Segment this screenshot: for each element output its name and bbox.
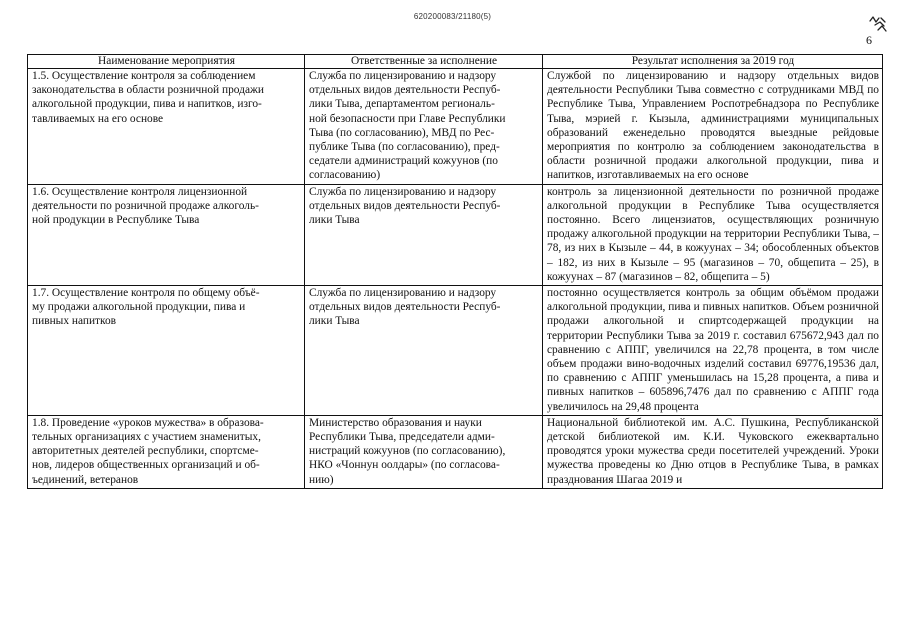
activity-text: 1.5. Осуществление контроля за соблюдением законодательства в области розничной продажи алкогольной продукции, пива и напитков, изго- тавливаемых на его основе (32, 70, 264, 125)
result-cell (543, 69, 883, 185)
responsible-cell (305, 286, 543, 416)
result-cell (543, 415, 883, 488)
result-text: постоянно осуществляется контроль за общим объёмом продажи алкогольной продукции, пива и пивных напитков. Объем розничной продажи алкогольной и спиртсодержащей продукции на территории Республики Тыва за 2019 г. составил 675672,943 дал по сравнению с АППГ, увеличился на 22,78 процента, в том числе объем продажи вино-водочных изделий составил 69776,19536 дал, по сравнению с АППГ уменьшилась на 15,28 процента, а пива и пивных напитков – 605896,7476 дал по сравнению с АППГ года увеличилось на 29,48 процента (547, 287, 879, 413)
document-id: 620200083/21180(5) (413, 12, 492, 21)
handwritten-stamp-mark (867, 13, 889, 35)
responsible-text: Служба по лицензированию и надзору отдельных видов деятельности Респуб- лики Тыва, департаментом региональ- ной безопасности при Главе Республики Тыва (по согласованию), МВД по Рес- публике Тыва (по согласованию), пред- седатели администраций кожуунов (по согласованию) (309, 70, 506, 182)
activity-cell (28, 415, 305, 488)
responsible-text: Служба по лицензированию и надзору отдельных видов деятельности Респуб- лики Тыва (309, 287, 501, 328)
table-row (28, 69, 883, 185)
table-row (28, 184, 883, 285)
table-row (28, 415, 883, 488)
responsible-cell (305, 415, 543, 488)
activity-text: 1.6. Осуществление контроля лицензионной деятельности по розничной продаже алкоголь- ной продукции в Республике Тыва (32, 185, 259, 227)
activity-text: 1.8. Проведение «уроков мужества» в образова- тельных организациях с участием знаменитых, авторитетных деятелей республики, спортсме- нов, лидеров общественных организаций и об- ъединений, ветеранов (32, 416, 264, 486)
result-cell (543, 184, 883, 285)
page-number: 6 (866, 33, 872, 47)
responsible-cell (305, 69, 543, 185)
responsible-text: Служба по лицензированию и надзору отдельных видов деятельности Респуб- лики Тыва (309, 185, 501, 227)
activity-cell (28, 184, 305, 285)
result-text: контроль за лицензионной деятельности по розничной продаже алкогольной продукции в Республике Тыва осуществляется постоянно. Всего лицензиатов, осуществляющих розничную продажу алкогольной продукции на территории Республики Тыва, – 78, из них в Кызыле – 44, в кожуунах – 34; обособленных объектов – 182, из них в Кызыле – 95 (магазинов – 70, общепита – 25), в кожуунах – 87 (магазинов – 82, общепита – 5) (547, 185, 879, 283)
activities-table (27, 54, 883, 489)
activity-cell (28, 286, 305, 416)
table-header-row (28, 55, 883, 69)
column-header-responsible: Ответственные за исполнение (305, 55, 543, 69)
responsible-cell (305, 184, 543, 285)
table-row (28, 286, 883, 416)
column-header-activity: Наименование мероприятия (28, 55, 305, 69)
column-header-result: Результат исполнения за 2019 год (543, 55, 883, 69)
activity-cell (28, 69, 305, 185)
result-text: Службой по лицензированию и надзору отдельных видов деятельности Республики Тыва совместно с сотрудниками МВД по Республике Тыва, Управлением Роспотребнадзора по Республике Тыва, мэрией г. Кызыла, администрациями муниципальных образований еженедельно проводятся выездные рейдовые мероприятия по контролю за соблюдением законодательства в области розничной продажи алкогольной продукции, пива и напитков, изготавливаемых на его основе (547, 70, 879, 182)
result-text: Национальной библиотекой им. А.С. Пушкина, Республиканской детской библиотекой им. К.И. Чуковского ежеквартально проводятся уроки мужества среди посетителей учреждений. Уроки мужества проведены ко Дню отцов в Республике Тыва, в рамках празднования Шагаа 2019 и (547, 416, 879, 486)
responsible-text: Министерство образования и науки Республики Тыва, председатели адми- нистраций кожуунов (по согласованию), НКО «Чоннун оолдары» (по согласова- нию) (309, 416, 506, 486)
activity-text: 1.7. Осуществление контроля по общему объё- му продажи алкогольной продукции, пива и пивных напитков (32, 287, 260, 328)
result-cell (543, 286, 883, 416)
